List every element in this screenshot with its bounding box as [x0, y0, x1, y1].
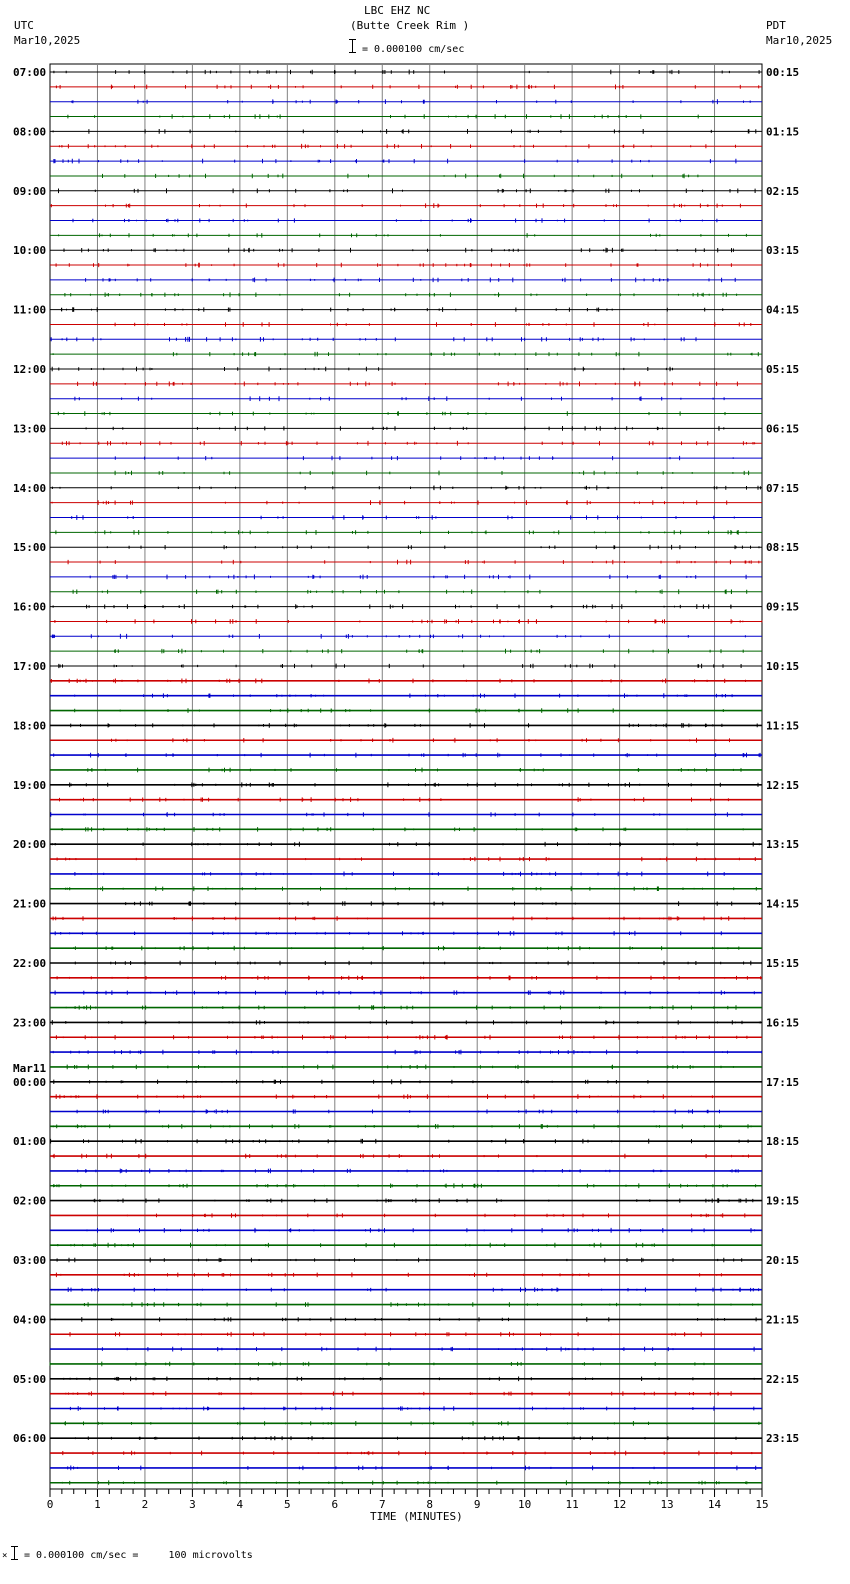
station-title: LBC EHZ NC	[364, 4, 431, 17]
pdt-hour-label: 18:15	[766, 1135, 800, 1149]
utc-hour-label: 19:00	[13, 778, 47, 792]
footer-scale-icon	[14, 1546, 15, 1560]
x-tick-label: 10	[518, 1498, 532, 1511]
utc-hour-label: 23:00	[13, 1016, 47, 1030]
utc-hour-label: 10:00	[13, 244, 47, 258]
left-timezone: UTC	[14, 19, 34, 32]
utc-hour-label: 04:00	[13, 1313, 47, 1327]
pdt-hour-label: 13:15	[766, 838, 800, 852]
pdt-hour-label: 05:15	[766, 363, 800, 376]
utc-hour-label: 06:00	[13, 1432, 47, 1446]
right-date: Mar10,2025	[766, 34, 833, 47]
pdt-hour-label: 17:15	[766, 1075, 800, 1089]
x-tick-label: 8	[426, 1498, 434, 1511]
pdt-hour-label: 11:15	[766, 719, 800, 733]
x-tick-label: 7	[378, 1498, 386, 1511]
pdt-hour-label: 23:15	[766, 1432, 800, 1446]
x-tick-label: 13	[660, 1498, 674, 1511]
site-title: (Butte Creek Rim )	[350, 19, 470, 32]
scale-text: = 0.000100 cm/sec	[362, 44, 465, 55]
utc-hour-label: 20:00	[13, 838, 47, 852]
pdt-hour-label: 02:15	[766, 184, 800, 198]
x-tick-label: 5	[284, 1498, 291, 1511]
pdt-hour-label: 19:15	[766, 1194, 800, 1208]
pdt-hour-label: 16:15	[766, 1016, 800, 1030]
utc-hour-label: 01:00	[13, 1135, 47, 1149]
utc-hour-label: 13:00	[13, 422, 47, 436]
pdt-hour-label: 04:15	[766, 303, 800, 317]
pdt-hour-label: 03:15	[766, 244, 800, 258]
footer-scale-text: = 0.000100 cm/sec = 100 microvolts	[24, 1550, 253, 1561]
pdt-hour-label: 10:15	[766, 660, 800, 673]
utc-hour-label: 08:00	[13, 125, 47, 139]
footer-marker: ×	[2, 1551, 8, 1561]
utc-hour-label: 02:00	[13, 1194, 47, 1208]
utc-hour-label: 11:00	[13, 303, 47, 317]
x-tick-label: 0	[46, 1498, 54, 1511]
date-change-label: Mar11	[13, 1061, 47, 1075]
pdt-hour-label: 08:15	[766, 541, 800, 555]
x-tick-label: 1	[94, 1498, 101, 1511]
pdt-hour-label: 09:15	[766, 600, 800, 614]
pdt-hour-label: 00:15	[766, 66, 800, 79]
utc-hour-label: 15:00	[13, 541, 47, 555]
x-tick-label: 2	[141, 1498, 149, 1511]
pdt-hour-label: 14:15	[766, 897, 800, 911]
pdt-hour-label: 20:15	[766, 1254, 800, 1267]
utc-hour-label: 22:00	[13, 957, 47, 970]
footer-scale-icon-top	[11, 1546, 18, 1547]
left-date: Mar10,2025	[14, 34, 81, 47]
pdt-hour-label: 22:15	[766, 1372, 800, 1386]
utc-hour-label: 17:00	[13, 660, 47, 673]
x-tick-label: 11	[565, 1498, 579, 1511]
x-axis-label: TIME (MINUTES)	[370, 1510, 463, 1523]
x-tick-label: 12	[612, 1498, 627, 1511]
pdt-hour-label: 07:15	[766, 481, 800, 495]
utc-hour-label: 09:00	[13, 184, 47, 198]
x-tick-label: 15	[755, 1498, 769, 1511]
x-tick-label: 6	[331, 1498, 339, 1511]
x-tick-label: 4	[236, 1498, 244, 1511]
utc-hour-label: 21:00	[13, 897, 47, 911]
utc-hour-label: 16:00	[13, 600, 47, 614]
pdt-hour-label: 21:15	[766, 1313, 800, 1327]
pdt-hour-label: 15:15	[766, 957, 800, 970]
utc-hour-label: 03:00	[13, 1254, 47, 1267]
pdt-hour-label: 01:15	[766, 125, 800, 139]
utc-hour-label: 00:00	[13, 1075, 47, 1089]
utc-hour-label: 05:00	[13, 1372, 47, 1386]
x-tick-label: 9	[473, 1498, 481, 1511]
utc-hour-label: 12:00	[13, 363, 47, 376]
pdt-hour-label: 12:15	[766, 778, 800, 792]
pdt-hour-label: 06:15	[766, 422, 800, 436]
x-tick-label: 3	[189, 1498, 196, 1511]
footer-scale-icon-bottom	[11, 1559, 18, 1560]
utc-hour-label: 18:00	[13, 719, 47, 733]
x-tick-label: 14	[707, 1498, 722, 1511]
utc-hour-label: 14:00	[13, 481, 47, 495]
utc-hour-label: 07:00	[13, 66, 47, 79]
right-timezone: PDT	[766, 19, 786, 32]
